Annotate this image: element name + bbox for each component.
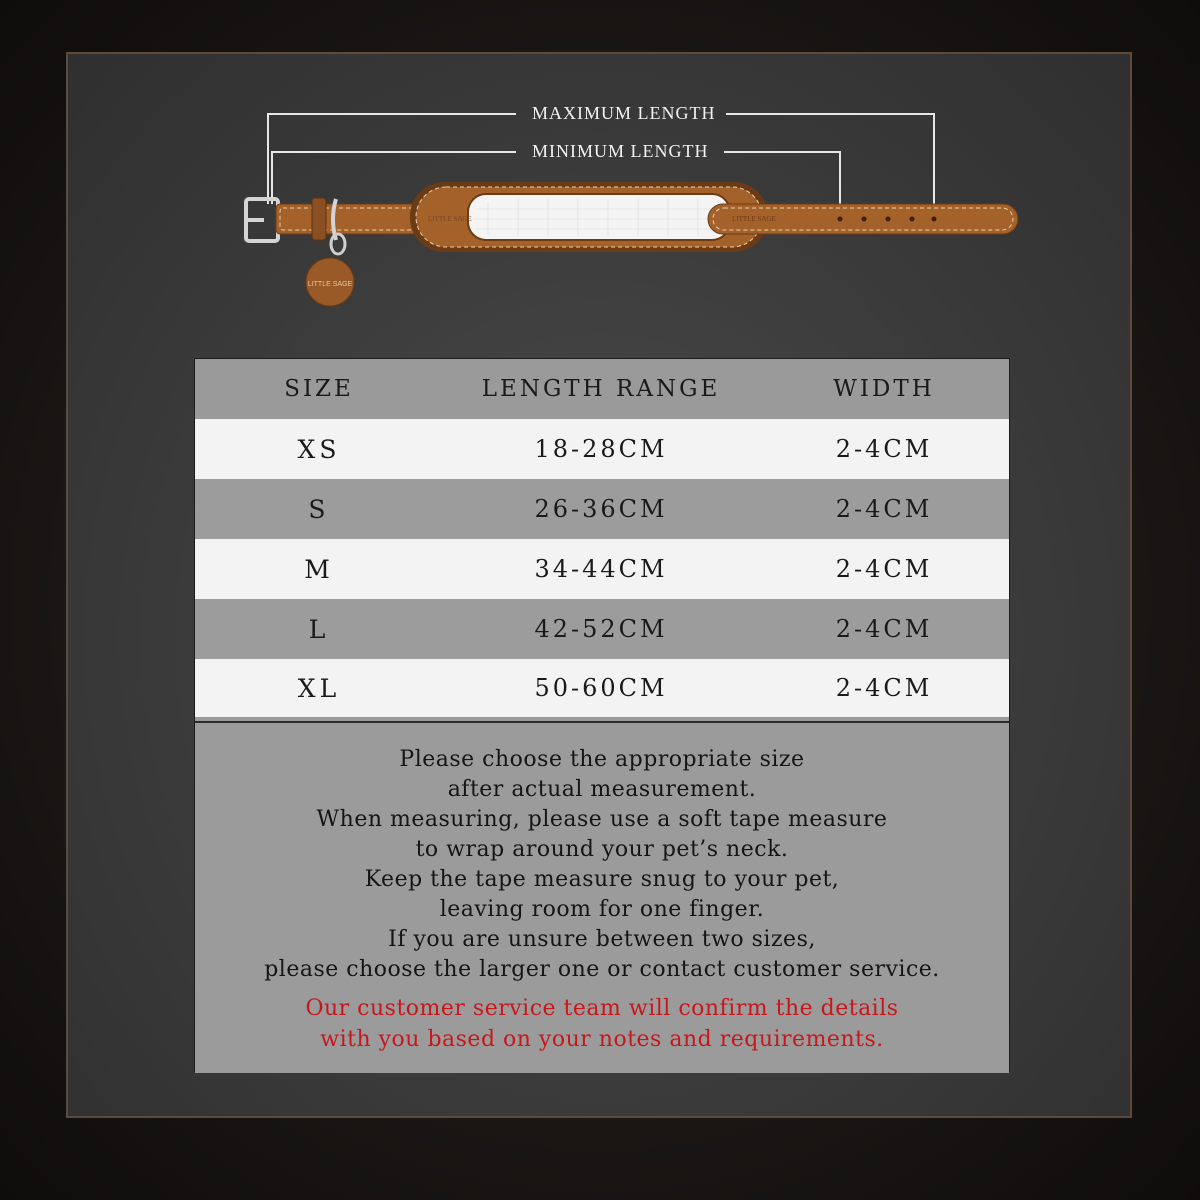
length-cell: 26-36CM <box>534 495 668 523</box>
header-length-range: LENGTH RANGE <box>481 376 721 402</box>
brand-left-text: LITTLE SAGE <box>428 215 472 223</box>
pet-tag-text: LITTLE SAGE <box>307 281 353 288</box>
table-row <box>195 479 1009 539</box>
size-cell: M <box>304 554 334 584</box>
note-line: please choose the larger one or contact customer service. <box>264 957 940 982</box>
note-line: Please choose the appropriate size <box>399 747 805 772</box>
length-cell: 34-44CM <box>534 555 668 583</box>
note-line: When measuring, please use a soft tape measure <box>316 807 888 832</box>
table-row <box>195 539 1009 599</box>
note-line: after actual measurement. <box>447 777 757 802</box>
size-cell: S <box>308 494 330 524</box>
max-length-label: MAXIMUM LENGTH <box>532 103 716 123</box>
note-line: to wrap around your pet’s neck. <box>415 837 789 862</box>
width-cell: 2-4CM <box>835 615 933 643</box>
brand-right-text: LITTLE SAGE <box>732 215 776 223</box>
header-size: SIZE <box>284 376 354 402</box>
width-cell: 2-4CM <box>835 495 933 523</box>
length-cell: 50-60CM <box>534 674 668 702</box>
width-cell: 2-4CM <box>835 674 933 702</box>
note-line: leaving room for one finger. <box>439 897 765 922</box>
size-cell: XL <box>297 673 341 703</box>
size-cell: XS <box>297 434 341 464</box>
table-row <box>195 419 1009 479</box>
collar-diagram <box>68 54 1134 354</box>
customer-service-note: with you based on your notes and requirements. <box>320 1027 884 1052</box>
width-cell: 2-4CM <box>835 435 933 463</box>
width-cell: 2-4CM <box>835 555 933 583</box>
size-cell: L <box>308 614 330 644</box>
table-row <box>195 599 1009 659</box>
length-cell: 18-28CM <box>534 435 668 463</box>
measurement-notes <box>195 721 1009 1073</box>
header-width: WIDTH <box>833 376 935 402</box>
note-line: Keep the tape measure snug to your pet, <box>364 867 840 892</box>
collar-illustration <box>68 54 1134 354</box>
min-length-label: MINIMUM LENGTH <box>532 141 709 161</box>
buckle-icon <box>246 199 278 241</box>
collar-right-strap <box>708 204 1018 234</box>
note-line: If you are unsure between two sizes, <box>388 927 816 952</box>
table-header-row <box>195 359 1009 421</box>
size-table <box>194 358 1010 1072</box>
customer-service-note: Our customer service team will confirm the details <box>305 996 899 1021</box>
table-row <box>195 659 1009 717</box>
size-chart-panel <box>66 52 1132 1118</box>
pet-tag-icon <box>306 258 354 306</box>
length-cell: 42-52CM <box>534 615 668 643</box>
